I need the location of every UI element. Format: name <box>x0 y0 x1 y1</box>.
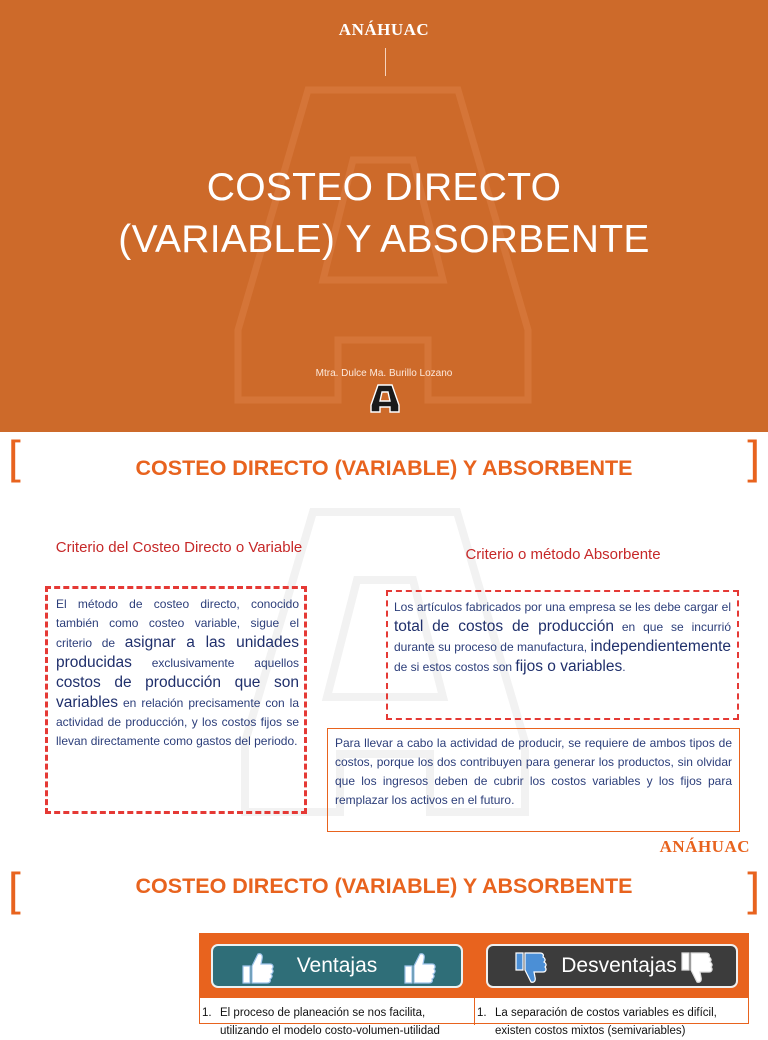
item-text: La separación de costos variables es difícil, <box>495 1007 717 1019</box>
bracket-right: ] <box>747 863 760 915</box>
cover-title <box>0 162 768 266</box>
ventajas-label: Ventajas <box>296 954 378 977</box>
text-segment: . <box>622 660 626 674</box>
emphasis-text: total de costos de producción <box>394 618 614 635</box>
thumbs-up-icon <box>401 950 437 986</box>
brand-logo-text: ANÁHUAC <box>659 837 750 856</box>
text-segment: El método de costeo directo, conocido también como costeo variable, sigue el criterio de <box>56 597 299 650</box>
explicacion-box: Para llevar a cabo la actividad de producir, se requiere de ambos tipos de costos, porque los dos contribuyen para generar los productos, sin olvidar que los ingresos deben de cubrir los costos variables y los fijos para remplazar los activos en el futuro. <box>327 728 740 832</box>
bracket-left: [ <box>8 863 21 915</box>
ventajas-list <box>202 1004 470 1040</box>
emphasis-text: costos de producción que son variables <box>56 674 299 711</box>
text-segment: de si estos costos son <box>394 660 516 674</box>
slide-heading: COSTEO DIRECTO (VARIABLE) Y ABSORBENTE <box>135 456 633 480</box>
thumbs-down-icon <box>678 950 714 986</box>
list-item <box>202 1022 470 1040</box>
cover-title-line1: COSTEO DIRECTO <box>206 166 562 209</box>
anahuac-a-logo-icon <box>369 383 401 413</box>
author-name: Mtra. Dulce Ma. Burillo Lozano <box>315 368 453 379</box>
bracket-right: ] <box>747 431 760 483</box>
desventajas-list <box>477 1004 747 1040</box>
text-segment: exclusivamente aquellos <box>131 656 299 670</box>
table-column-divider <box>474 934 475 1025</box>
costeo-directo-box <box>45 586 307 814</box>
emphasis-text: fijos o variables <box>515 658 623 675</box>
cover-title-line2: (VARIABLE) Y ABSORBENTE <box>118 218 650 261</box>
desventajas-pill <box>486 944 738 988</box>
text-segment: Los artículos fabricados por una empresa se les debe cargar el <box>394 600 731 614</box>
criterio-directo-title: Criterio del Costeo Directo o Variable <box>55 539 303 556</box>
text-segment: en relación precisamente con la actividad de producción, y los costos fijos se llevan directamente como gastos del periodo. <box>56 696 299 748</box>
bracket-left: [ <box>8 431 21 483</box>
ventajas-header-cell <box>200 934 474 998</box>
emphasis-text: independientemente <box>590 638 731 655</box>
item-text: utilizando el modelo costo-volumen-utilidad <box>220 1025 440 1037</box>
brand-divider <box>385 48 386 76</box>
slide-heading: COSTEO DIRECTO (VARIABLE) Y ABSORBENTE <box>135 874 633 898</box>
brand-logo-text: ANÁHUAC <box>338 20 430 39</box>
slide-ventajas-desventajas <box>0 863 768 1037</box>
absorbente-box <box>386 590 739 720</box>
emphasis-text: asignar a las unidades producidas <box>56 634 299 671</box>
list-item <box>477 1004 747 1022</box>
item-text: existen costos mixtos (semivariables) <box>495 1025 686 1037</box>
list-item <box>202 1004 470 1022</box>
thumbs-up-icon <box>239 950 275 986</box>
desventajas-header-cell <box>475 934 749 998</box>
item-number: 1. <box>202 1007 212 1019</box>
item-text: El proceso de planeación se nos facilita, <box>220 1007 426 1019</box>
criterio-absorbente-title: Criterio o método Absorbente <box>465 546 661 563</box>
desventajas-label: Desventajas <box>561 954 677 977</box>
ventajas-desventajas-table <box>199 933 749 1037</box>
item-number: 1. <box>477 1007 487 1019</box>
thumbs-down-icon <box>512 950 548 986</box>
ventajas-pill <box>211 944 463 988</box>
slide-criterios <box>0 432 768 864</box>
cover-slide <box>0 0 768 432</box>
list-item <box>477 1022 747 1040</box>
text-segment: en que se incurrió durante su proceso de manufactura, <box>394 620 731 654</box>
